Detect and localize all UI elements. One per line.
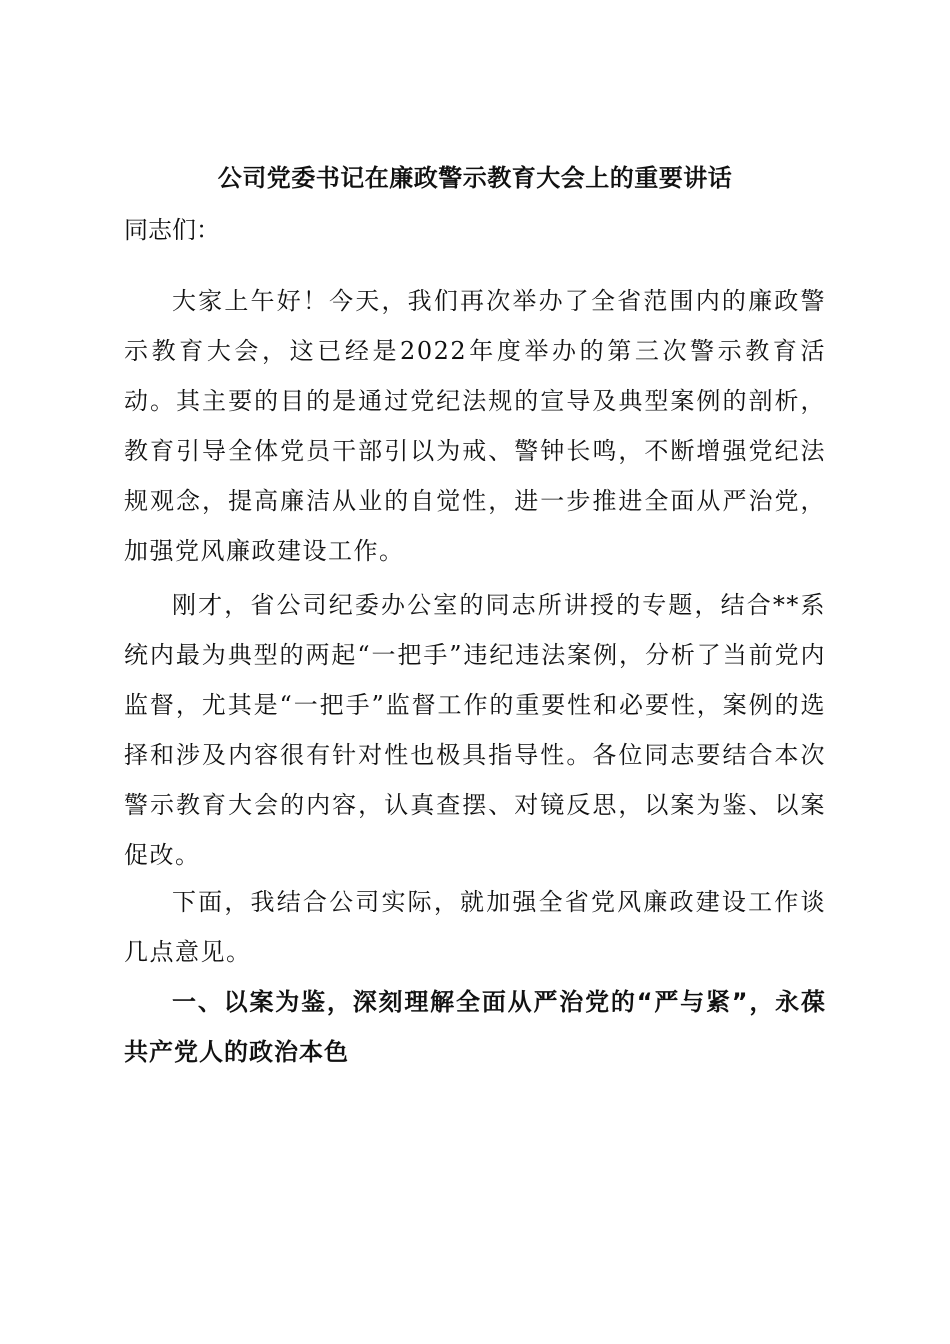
paragraph-3: 下面，我结合公司实际，就加强全省党风廉政建设工作谈几点意见。 [124,888,826,966]
document-title: 公司党委书记在廉政警示教育大会上的重要讲话 [217,164,733,192]
section-heading: 一、以案为鉴，深刻理解全面从严治党的“严与紧”，永葆共产党人的政治本色 [124,988,826,1066]
paragraph-1: 大家上午好！今天，我们再次举办了全省范围内的廉政警示教育大会，这已经是2022年度举办的第三次警示教育活动。其主要的目的是通过党纪法规的宣导及典型案例的剖析，教育引导全体党员干部引以为戒、警钟长鸣，不断增强党纪法规观念，提高廉洁从业的自觉性，进一步推进全面从严治党，加强党风廉政建设工作。 [124,287,826,565]
salutation: 同志们： [124,216,220,244]
paragraph-2: 刚才，省公司纪委办公室的同志所讲授的专题，结合**系统内最为典型的两起“一把手”违纪违法案例，分析了当前党内监督，尤其是“一把手”监督工作的重要性和必要性，案例的选择和涉及内容很有针对性也极具指导性。各位同志要结合本次警示教育大会的内容，认真查摆、对镜反思，以案为鉴、以案促改。 [124,591,826,869]
